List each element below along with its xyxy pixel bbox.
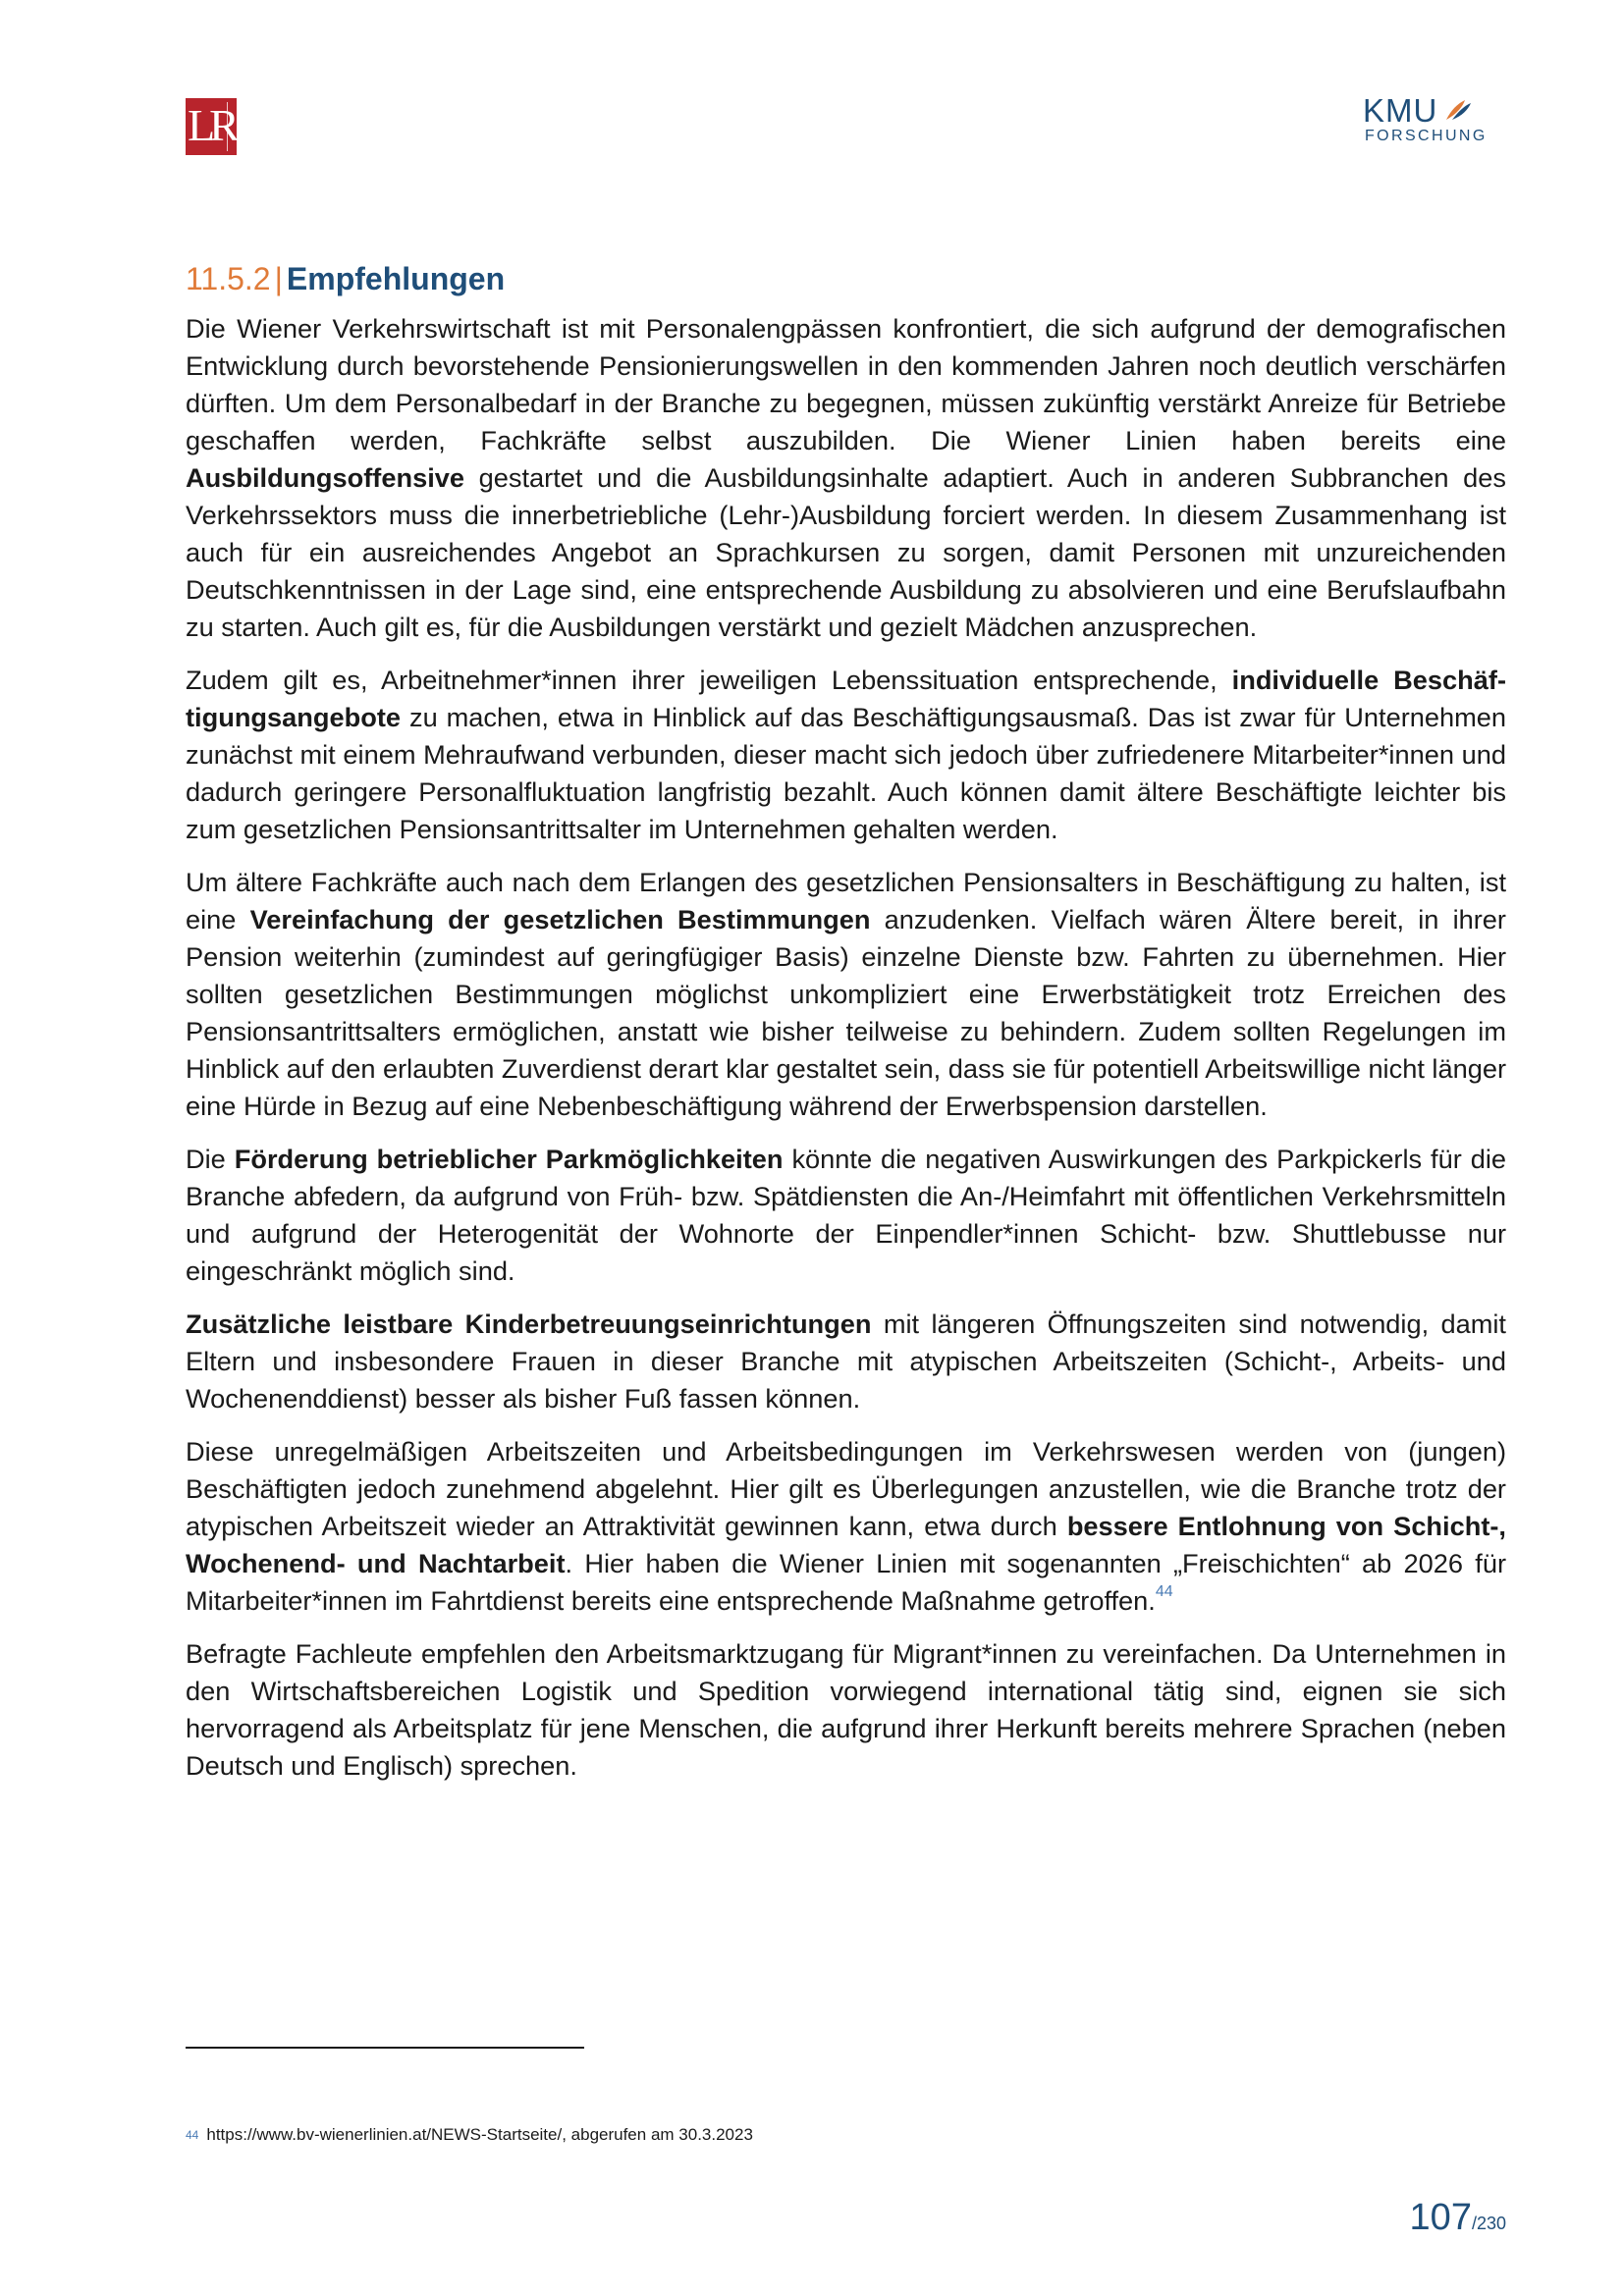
page-current: 107 (1409, 2197, 1472, 2238)
kmu-logo-text: KMU (1363, 92, 1438, 129)
text-run: Um ältere Fachkräfte auch nach dem Erlangen des gesetzlichen Pensionsalters in Beschäftigung zu halten, ist eine (186, 867, 1506, 934)
lr-logo-stripe (227, 102, 234, 151)
paragraph-older-workers (186, 864, 1506, 1125)
footnote-divider (186, 2047, 584, 2049)
leaf-icon (1443, 96, 1473, 122)
emphasis: bessere Entlohnung von Schicht-, Wochenend- und Nachtarbeit (186, 1511, 1506, 1578)
section-title: Empfehlungen (286, 261, 506, 296)
footnote (186, 2124, 753, 2146)
text-run: Zudem gilt es, Arbeitnehmer*innen ihrer jeweiligen Lebenssituation entsprechende, (186, 665, 1232, 695)
paragraph-training (186, 310, 1506, 646)
footnote-number: 44 (186, 2128, 199, 2142)
paragraph-individual-offers (186, 662, 1506, 848)
main-content (186, 257, 1506, 1800)
text-run: könnte die negativen Auswirkungen des Parkpickerls für die Branche abfedern, da aufgrund von Früh- bzw. Spätdiensten die An-/Heimfahrt mit öffentlichen Verkehrsmitteln und aufgrund der Heterogenität der Wohnorte der Einpendler*innen Schicht- bzw. Shuttlebusse nur eingeschränkt möglich sind. (186, 1144, 1507, 1286)
text-run: mit längeren Öffnungszeiten sind notwendig, damit Eltern und insbesondere Frauen in dieser Branche mit atypischen Arbeitszeiten (Schicht-, Arbeits- und Wochenenddienst) besser als bisher Fuß fassen können. (186, 1308, 1506, 1414)
text-run: Diese unregelmäßigen Arbeitszeiten und Arbeitsbedingungen im Verkehrswesen werden von (jungen) Beschäftigten jedoch zunehmend abgelehnt. Hier gilt es Überlegungen anzustellen, wie die Branche trotz der atypischen Arbeitszeit wieder an Attraktivität gewinnen kann, etwa durch (186, 1436, 1506, 1541)
emphasis: individuelle Beschäftigungsangebote (186, 665, 1506, 732)
section-heading (186, 257, 1506, 300)
text-run: Die Wiener Verkehrswirtschaft ist mit Personalengpässen konfrontiert, die sich aufgrund der demografischen Entwicklung durch bevorstehende Pensionierungswellen in den kommenden Jahren noch deutlich verschärfen dürften. Um dem Personalbedarf in der Branche zu begegnen, müssen zukünftig verstärkt Anreize für Betriebe geschaffen werden, Fachkräfte selbst auszubilden. Die Wiener Linien haben bereits eine (186, 313, 1506, 455)
text-run: zu machen, etwa in Hinblick auf das Beschäftigungsausmaß. Das ist zwar für Unternehmen zunächst mit einem Mehraufwand verbunden, dieser macht sich jedoch über zufriedenere Mitarbeiter*innen und dadurch geringere Personalfluktuation langfristig bezahlt. Auch können damit ältere Beschäftigte leichter bis zum gesetzlichen Pensionsantrittsalter im Unternehmen gehalten werden. (186, 702, 1506, 844)
text-run: gestartet und die Ausbildungsinhalte adaptiert. Auch in anderen Subbranchen des Verkehrssektors muss die innerbetriebliche (Lehr-)Ausbildung forciert werden. In diesem Zusammenhang ist auch für ein ausreichendes Angebot an Sprachkursen zu sorgen, damit Personen mit unzureichenden Deutschkenntnissen in der Lage sind, eine entsprechende Ausbildung zu absolvieren und eine Berufslaufbahn zu starten. Auch gilt es, für die Ausbildungen verstärkt und gezielt Mädchen anzusprechen. (186, 462, 1506, 642)
paragraph-migrants (186, 1635, 1506, 1785)
page-total: /230 (1471, 2214, 1506, 2233)
emphasis: Zusätzliche leistbare Kinderbetreuungseinrichtungen (186, 1308, 872, 1339)
forschung-logo-text: FORSCHUNG (1365, 128, 1488, 144)
paragraph-working-hours (186, 1433, 1506, 1620)
text-run: . Hier haben die Wiener Linien mit sogenannten „Freischichten“ ab 2026 für Mitarbeiter*innen im Fahrtdienst bereits eine entsprechende Maßnahme getroffen. (186, 1548, 1506, 1616)
text-run: anzudenken. Vielfach wären Ältere bereit, in ihrer Pension weiterhin (zumindest auf geringfügiger Basis) einzelne Dienste bzw. Fahrten zu übernehmen. Hier sollten gesetzlichen Bestimmungen möglichst unkompliziert eine Erwerbstätigkeit trotz Erreichen des Pensionsantrittsalters ermöglichen, anstatt wie bisher teilweise zu behindern. Zudem sollten Regelungen im Hinblick auf den erlaubten Zuverdienst derart klar gestaltet sein, dass sie für potentiell Arbeitswillige nicht länger eine Hürde in Bezug auf eine Nebenbeschäftigung während der Erwerbspension darstellen. (186, 904, 1506, 1121)
section-number: 11.5.2 (186, 261, 271, 296)
page-number (1410, 2197, 1506, 2239)
lr-logo-text: LR (188, 100, 234, 150)
emphasis: Vereinfachung der gesetzlichen Bestimmungen (249, 904, 871, 934)
text-run: Die (186, 1144, 235, 1174)
paragraph-childcare (186, 1306, 1506, 1417)
section-separator: | (274, 261, 283, 296)
emphasis: Förderung betrieblicher Parkmöglichkeiten (234, 1144, 784, 1174)
footnote-text[interactable]: https://www.bv-wienerlinien.at/NEWS-Startseite/, abgerufen am 30.3.2023 (206, 2125, 753, 2144)
emphasis: Ausbildungsoffensive (186, 462, 464, 493)
footnote-reference[interactable]: 44 (1155, 1583, 1173, 1600)
text-run: Befragte Fachleute empfehlen den Arbeitsmarktzugang für Migrant*innen zu vereinfachen. Da Unternehmen in den Wirtschaftsbereichen Logistik und Spedition vorwiegend international tätig sind, eignen sie sich hervorragend als Arbeitsplatz für jene Menschen, die aufgrund ihrer Herkunft bereits mehrere Sprachen (neben Deutsch und Englisch) sprechen. (186, 1638, 1506, 1781)
kmu-forschung-logo (1363, 92, 1490, 157)
lr-logo (186, 98, 237, 155)
paragraph-parking (186, 1141, 1506, 1290)
